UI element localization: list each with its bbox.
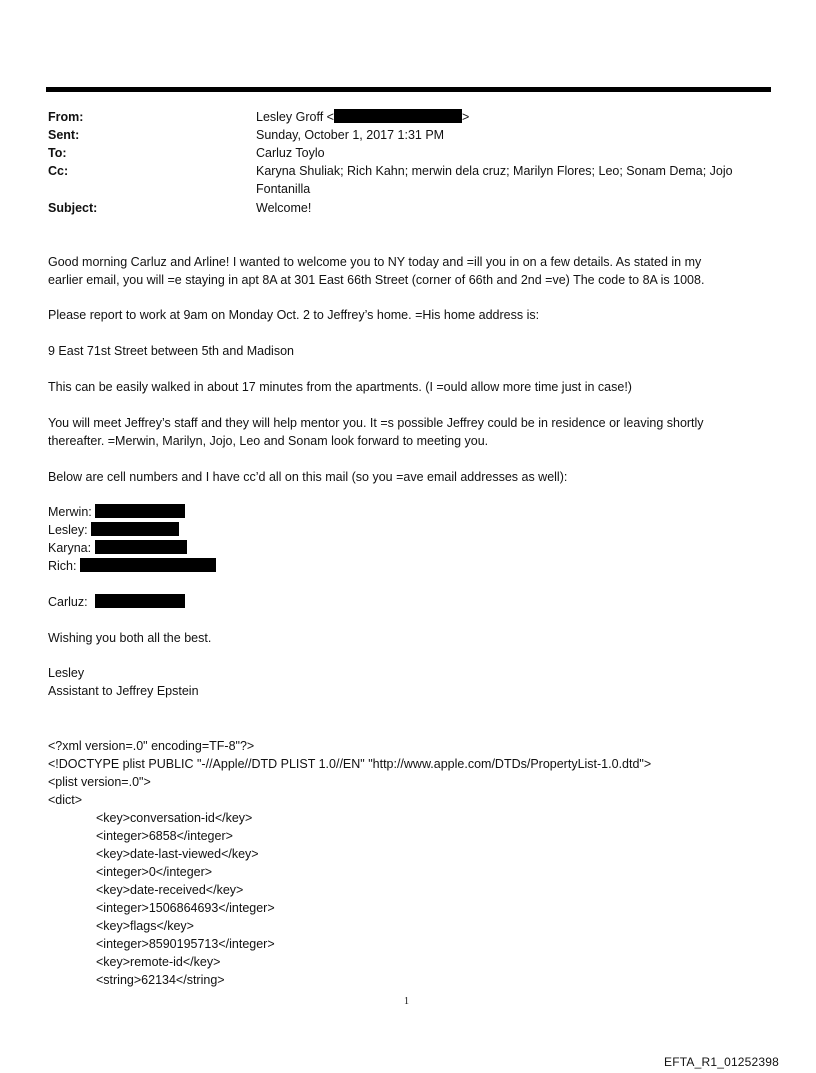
body-line: Please report to work at 9am on Monday Oct. 2 to Jeffrey’s home. =His home address is:: [48, 308, 540, 322]
cc-line-1: Karyna Shuliak; Rich Kahn; merwin dela cruz; Marilyn Flores; Leo; Sonam Dema; Jojo: [256, 164, 733, 178]
body-line: thereafter. =Merwin, Marilyn, Jojo, Leo and Sonam look forward to meeting you.: [48, 434, 489, 448]
plist-entry: <key>date-received</key>: [96, 883, 244, 897]
paragraph-welcome: [48, 253, 768, 289]
subject-label: Subject:: [48, 201, 98, 215]
plist-entry: <key>date-last-viewed</key>: [96, 847, 259, 861]
redaction-box: [91, 522, 179, 536]
header-rule: [46, 87, 771, 92]
contact-row: [48, 539, 768, 557]
redaction-box: [95, 504, 185, 518]
contact-list: [48, 503, 768, 575]
to-value: Carluz Toylo: [256, 146, 325, 160]
redaction-box: [95, 594, 185, 608]
cc-value: [256, 162, 766, 198]
from-name: Lesley Groff <: [256, 110, 334, 124]
body-line: 9 East 71st Street between 5th and Madison: [48, 344, 294, 358]
carluz-contact: [48, 593, 768, 611]
body-line: Below are cell numbers and I have cc’d all on this mail (so you =ave email addresses as well):: [48, 470, 568, 484]
document-id: EFTA_R1_01252398: [664, 1055, 780, 1069]
plist-entry: <key>conversation-id</key>: [96, 811, 253, 825]
contact-row: [48, 521, 768, 539]
contact-label: Merwin:: [48, 505, 92, 519]
contact-row: [48, 503, 768, 521]
redaction-box: [80, 558, 216, 572]
contact-label: Rich:: [48, 559, 77, 573]
plist-line: <dict>: [48, 793, 83, 807]
plist-line: <!DOCTYPE plist PUBLIC "-//Apple//DTD PLIST 1.0//EN" "http://www.apple.com/DTDs/PropertyList-1.0.dtd">: [48, 757, 652, 771]
plist-entry: <string>62134</string>: [96, 973, 225, 987]
paragraph-walk: [48, 378, 768, 396]
to-label: To:: [48, 146, 67, 160]
paragraph-wishes: [48, 629, 768, 647]
cc-label: Cc:: [48, 164, 69, 178]
plist-entry: <integer>8590195713</integer>: [96, 937, 275, 951]
plist-entry: <key>remote-id</key>: [96, 955, 221, 969]
from-value: [256, 108, 766, 126]
signature-title: Assistant to Jeffrey Epstein: [48, 684, 199, 698]
contact-label: Karyna:: [48, 541, 92, 555]
cc-line-2: Fontanilla: [256, 182, 311, 196]
plist-entry: <integer>6858</integer>: [96, 829, 233, 843]
paragraph-cells: [48, 468, 768, 486]
contact-row: [48, 557, 768, 575]
plist-line: <?xml version=.0" encoding=TF-8"?>: [48, 739, 255, 753]
redaction-box: [95, 540, 187, 554]
body-line: Good morning Carluz and Arline! I wanted to welcome you to NY today and =ill you in on a few details. As stated in my: [48, 255, 702, 269]
plist-block: [48, 737, 768, 989]
signature-name: Lesley: [48, 666, 85, 680]
from-close: >: [461, 110, 470, 124]
from-label: From:: [48, 110, 84, 124]
page-number: 1: [404, 996, 409, 1007]
signature: [48, 664, 768, 700]
body-line: You will meet Jeffrey’s staff and they will help mentor you. It =s possible Jeffrey could be in residence or leaving shortly: [48, 416, 704, 430]
sent-label: Sent:: [48, 128, 80, 142]
plist-entry: <integer>1506864693</integer>: [96, 901, 275, 915]
body-line: Wishing you both all the best.: [48, 631, 212, 645]
redaction-box: [334, 109, 462, 123]
subject-value: Welcome!: [256, 201, 312, 215]
paragraph-address: [48, 342, 768, 360]
sent-value: Sunday, October 1, 2017 1:31 PM: [256, 128, 445, 142]
plist-line: <plist version=.0">: [48, 775, 151, 789]
plist-entry: <key>flags</key>: [96, 919, 194, 933]
contact-label: Lesley:: [48, 523, 88, 537]
paragraph-report: [48, 306, 768, 324]
plist-entry: <integer>0</integer>: [96, 865, 213, 879]
contact-label: Carluz:: [48, 595, 88, 609]
contact-row: [48, 593, 768, 611]
body-line: This can be easily walked in about 17 minutes from the apartments. (I =ould allow more time just in case!): [48, 380, 632, 394]
body-line: earlier email, you will =e staying in apt 8A at 301 East 66th Street (corner of 66th and 2nd =ve) The code to 8A is 1008.: [48, 273, 705, 287]
paragraph-staff: [48, 414, 768, 450]
